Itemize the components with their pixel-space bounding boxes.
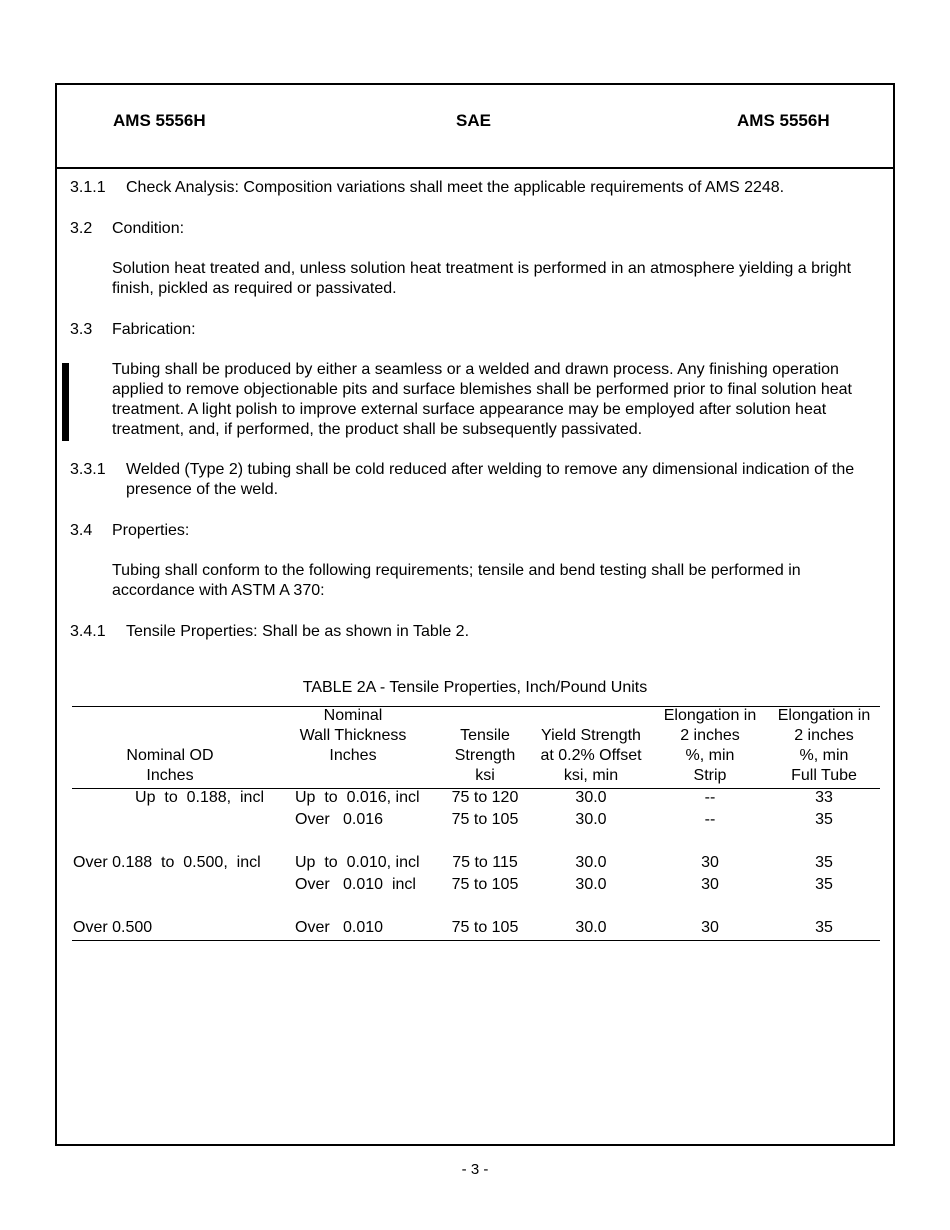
page-number: - 3 - [461, 1161, 489, 1178]
header-doc-number-right: AMS 5556H [737, 111, 830, 130]
column-header-nominal-od: Nominal OD Inches [126, 747, 214, 784]
column-header-elongation-strip: Elongation in 2 inches %, min Strip [663, 707, 757, 784]
page-frame [55, 83, 895, 1146]
table-cell-wall: Over 0.010 incl [295, 876, 416, 893]
page-header [57, 85, 893, 169]
section-number: 3.4 [70, 522, 93, 539]
section-text: Welded (Type 2) tubing shall be cold reduced after welding to remove any dimensional indication of the presence of the weld. [126, 461, 855, 498]
table-cell-elongation-strip: 30 [701, 854, 719, 871]
table-cell-tensile: 75 to 120 [451, 789, 519, 806]
table-bottom-rule [72, 940, 880, 941]
table-cell-wall: Up to 0.016, incl [295, 789, 420, 806]
table-cell-yield: 30.0 [575, 789, 607, 806]
table-title: TABLE 2A - Tensile Properties, Inch/Pound Units [302, 679, 648, 696]
section-number: 3.3.1 [70, 461, 106, 478]
table-cell-od: Up to 0.188, incl [135, 789, 264, 806]
column-header-yield-strength: Yield Strength at 0.2% Offset ksi, min [540, 727, 642, 784]
header-publisher: SAE [456, 111, 491, 130]
section-number: 3.1.1 [70, 179, 106, 196]
table-cell-elongation-tube: 35 [815, 854, 833, 871]
table-cell-elongation-tube: 33 [815, 789, 833, 806]
table-cell-tensile: 75 to 105 [451, 919, 519, 936]
section-text: Tensile Properties: Shall be as shown in Table 2. [126, 623, 470, 640]
table-cell-elongation-strip: -- [704, 811, 716, 828]
table-cell-elongation-strip: 30 [701, 919, 719, 936]
table-cell-elongation-tube: 35 [815, 811, 833, 828]
section-title: Condition: [112, 220, 185, 237]
table-cell-elongation-strip: 30 [701, 876, 719, 893]
table-cell-yield: 30.0 [575, 919, 607, 936]
table-cell-wall: Up to 0.010, incl [295, 854, 420, 871]
table-cell-od: Over 0.188 to 0.500, incl [73, 854, 261, 871]
section-number: 3.2 [70, 220, 93, 237]
table-cell-elongation-tube: 35 [815, 919, 833, 936]
table-cell-od: Over 0.500 [73, 919, 153, 936]
section-body: Tubing shall be produced by either a seamless or a welded and drawn process. Any finishing operation applied to remove objectionable pits and surface blemishes shall be performed prior to final solution heat treatment. A light polish to improve external surface appearance may be employed after solution heat treatment, and, if performed, the product shall be subsequently passivated. [112, 361, 852, 438]
column-header-tensile-strength: Tensile Strength ksi [454, 727, 516, 784]
table-cell-tensile: 75 to 105 [451, 876, 519, 893]
section-title: Fabrication: [112, 321, 196, 338]
table-cell-yield: 30.0 [575, 876, 607, 893]
revision-change-bar [62, 363, 69, 441]
section-number: 3.3 [70, 321, 93, 338]
table-cell-tensile: 75 to 105 [451, 811, 519, 828]
table-cell-elongation-tube: 35 [815, 876, 833, 893]
section-number: 3.4.1 [70, 623, 106, 640]
section-text: Check Analysis: Composition variations shall meet the applicable requirements of AMS 2248. [126, 179, 785, 196]
header-doc-number-left: AMS 5556H [113, 111, 206, 130]
table-cell-wall: Over 0.016 [295, 811, 384, 828]
section-title: Properties: [112, 522, 190, 539]
table-cell-elongation-strip: -- [704, 789, 716, 806]
section-body: Solution heat treated and, unless solution heat treatment is performed in an atmosphere yielding a bright finish, pickled as required or passivated. [112, 260, 852, 297]
table-cell-tensile: 75 to 115 [452, 854, 518, 871]
table-cell-wall: Over 0.010 [295, 919, 384, 936]
table-cell-yield: 30.0 [575, 811, 607, 828]
table-cell-yield: 30.0 [575, 854, 607, 871]
section-body: Tubing shall conform to the following requirements; tensile and bend testing shall be performed in accordance with ASTM A 370: [112, 562, 801, 599]
column-header-wall-thickness: Nominal Wall Thickness Inches [299, 707, 407, 764]
column-header-elongation-full-tube: Elongation in 2 inches %, min Full Tube [777, 707, 871, 784]
